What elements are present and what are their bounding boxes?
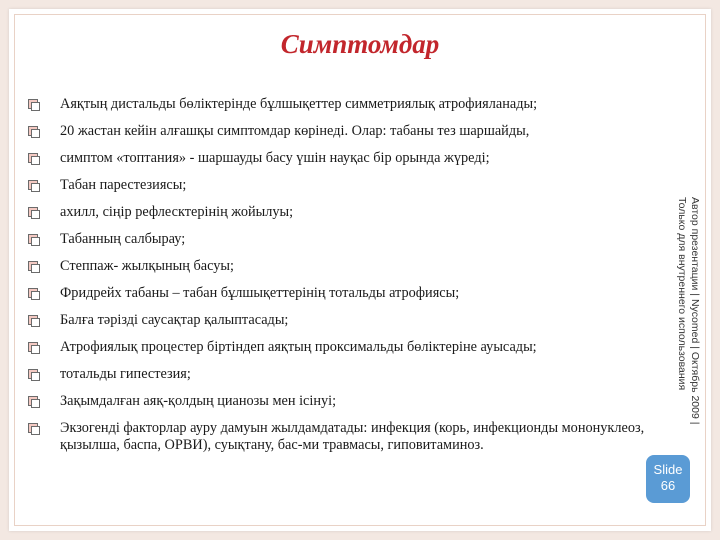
square-bullet-icon bbox=[28, 234, 39, 245]
square-bullet-icon bbox=[28, 315, 39, 326]
bullet-text: Табанның салбырау; bbox=[60, 231, 186, 247]
slide-title: Симптомдар bbox=[280, 29, 440, 59]
square-bullet-icon bbox=[28, 396, 39, 407]
list-item bbox=[28, 366, 658, 383]
list-item bbox=[28, 231, 658, 248]
list-item bbox=[28, 339, 658, 356]
square-bullet-icon bbox=[28, 180, 39, 191]
bullet-text: Балға тәрізді саусақтар қалыптасады; bbox=[60, 312, 289, 328]
bullet-text: Аяқтың дистальды бөліктерінде бұлшықеттер симметриялық атрофияланады; bbox=[60, 96, 538, 112]
list-item bbox=[28, 312, 658, 329]
square-bullet-icon bbox=[28, 288, 39, 299]
square-bullet-icon bbox=[28, 207, 39, 218]
square-bullet-icon bbox=[28, 369, 39, 380]
bullet-text: Табан парестезиясы; bbox=[60, 177, 187, 193]
slide-number-badge bbox=[646, 455, 690, 503]
slide bbox=[9, 9, 711, 531]
square-bullet-icon bbox=[28, 342, 39, 353]
square-bullet-icon bbox=[28, 99, 39, 110]
list-item bbox=[28, 150, 658, 167]
bullet-text: Зақымдалған аяқ-қолдың цианозы мен ісінуі; bbox=[60, 393, 337, 409]
bullet-text: 20 жастан кейін алғашқы симптомдар көрінеді. Олар: табаны тез шаршайды, bbox=[60, 123, 530, 139]
list-item bbox=[28, 393, 658, 410]
list-item bbox=[28, 96, 658, 113]
bullet-text: симптом «топтания» - шаршауды басу үшін науқас бір орында жүреді; bbox=[60, 150, 490, 166]
bullet-text: Степпаж- жылқының басуы; bbox=[60, 258, 234, 274]
bullet-text: Атрофиялық процестер біртіндеп аяқтың проксимальды бөліктеріне ауысады; bbox=[60, 339, 537, 355]
list-item bbox=[28, 204, 658, 221]
bullet-list bbox=[28, 96, 658, 454]
bullet-text: Фридрейх табаны – табан бұлшықеттерінің тотальды атрофиясы; bbox=[60, 285, 460, 301]
bullet-text: Экзогенді факторлар ауру дамуын жылдамдатады: инфекция (корь, инфекционды мононуклеоз, қызылша, баспа, ОРВИ), суықтану, бас-ми травмасы, гиповитаминоз. bbox=[60, 420, 645, 453]
list-item bbox=[28, 420, 658, 454]
list-item bbox=[28, 123, 658, 140]
square-bullet-icon bbox=[28, 423, 39, 434]
slide-number: 66 bbox=[660, 478, 676, 493]
bullet-text: тотальды гипестезия; bbox=[60, 366, 191, 382]
side-note: Автор презентации | Nycomed | Октябрь 2009 | Только для внутреннего использования bbox=[676, 197, 701, 425]
slide-label: Slide bbox=[653, 462, 683, 477]
square-bullet-icon bbox=[28, 126, 39, 137]
bullet-text: ахилл, сіңір рефлесктерінің жойылуы; bbox=[60, 204, 294, 220]
square-bullet-icon bbox=[28, 153, 39, 164]
square-bullet-icon bbox=[28, 261, 39, 272]
list-item bbox=[28, 177, 658, 194]
list-item bbox=[28, 258, 658, 275]
list-item bbox=[28, 285, 658, 302]
